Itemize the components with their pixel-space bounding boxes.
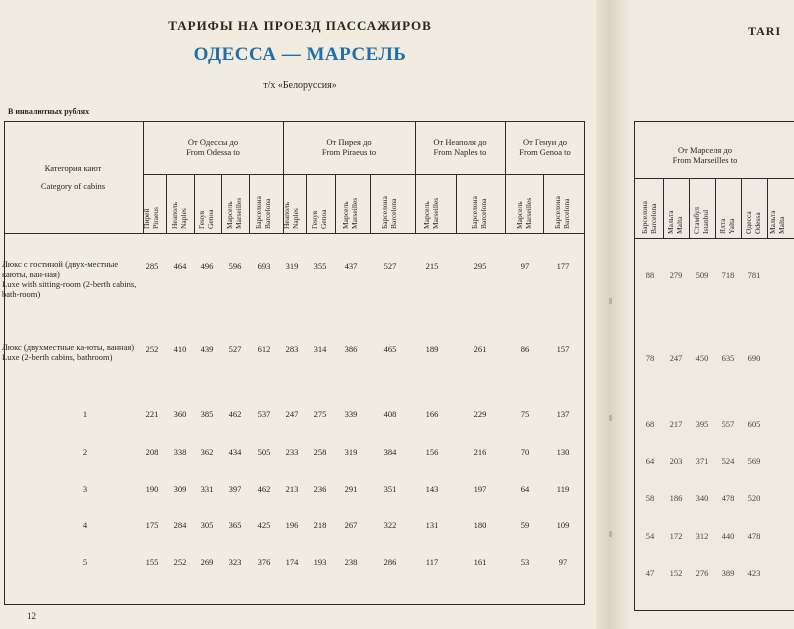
column-divider bbox=[221, 174, 222, 233]
fare-cell: 338 bbox=[173, 447, 187, 457]
right-fare-cell: 569 bbox=[747, 456, 761, 466]
currency-note: В инвалютных рублях bbox=[8, 107, 90, 116]
fare-cell: 97 bbox=[558, 557, 568, 567]
fare-cell: 275 bbox=[313, 409, 327, 419]
fare-cell: 284 bbox=[173, 520, 187, 530]
page-number: 12 bbox=[27, 611, 36, 621]
fare-cell: 612 bbox=[257, 344, 271, 354]
fare-cell: 496 bbox=[200, 261, 214, 271]
column-divider bbox=[543, 174, 544, 233]
category-header-ru: Категория кают bbox=[44, 163, 102, 173]
fare-cell: 527 bbox=[228, 344, 242, 354]
port-name-en: Piraeus bbox=[151, 206, 160, 229]
right-fare-cell: 54 bbox=[645, 531, 655, 541]
right-port-header bbox=[692, 206, 710, 242]
row-label: 2 bbox=[82, 447, 88, 457]
column-divider bbox=[166, 174, 167, 233]
fare-cell: 155 bbox=[145, 557, 159, 567]
group-header-en: From Odessa to bbox=[186, 147, 240, 157]
group-header-en: From Piraeus to bbox=[321, 147, 377, 157]
fare-cell: 193 bbox=[313, 557, 327, 567]
fare-cell: 285 bbox=[145, 261, 159, 271]
port-header bbox=[310, 209, 328, 237]
right-port-header bbox=[768, 210, 786, 242]
row-label: 5 bbox=[82, 557, 88, 567]
right-group-en: From Marseilles to bbox=[672, 155, 738, 165]
group-header bbox=[505, 137, 585, 157]
right-column-divider bbox=[663, 178, 664, 238]
port-header bbox=[515, 197, 533, 237]
port-name-ru: Марсель bbox=[422, 201, 431, 229]
fare-cell: 362 bbox=[200, 447, 214, 457]
port-name-ru: Неаполь bbox=[282, 202, 291, 229]
right-fare-cell: 395 bbox=[695, 419, 709, 429]
right-fare-cell: 524 bbox=[721, 456, 735, 466]
right-fare-cell: 68 bbox=[645, 419, 655, 429]
fare-cell: 465 bbox=[383, 344, 397, 354]
right-fare-cell: 186 bbox=[669, 493, 683, 503]
fare-cell: 247 bbox=[285, 409, 299, 419]
fare-cell: 161 bbox=[473, 557, 487, 567]
port-name-en: Naples bbox=[291, 208, 300, 229]
right-fare-cell: 605 bbox=[747, 419, 761, 429]
fare-cell: 236 bbox=[313, 484, 327, 494]
fare-cell: 437 bbox=[344, 261, 358, 271]
port-name-en: Malta bbox=[675, 216, 684, 234]
port-header bbox=[422, 197, 440, 237]
fare-cell: 131 bbox=[425, 520, 439, 530]
fare-cell: 157 bbox=[556, 344, 570, 354]
fare-cell: 215 bbox=[425, 261, 439, 271]
right-fare-cell: 217 bbox=[669, 419, 683, 429]
header-rule bbox=[4, 233, 585, 234]
fare-cell: 143 bbox=[425, 484, 439, 494]
fare-cell: 339 bbox=[344, 409, 358, 419]
right-fare-cell: 203 bbox=[669, 456, 683, 466]
right-fare-cell: 64 bbox=[645, 456, 655, 466]
fare-cell: 384 bbox=[383, 447, 397, 457]
fare-cell: 305 bbox=[200, 520, 214, 530]
fare-cell: 331 bbox=[200, 484, 214, 494]
right-fare-cell: 440 bbox=[721, 531, 735, 541]
port-name-en: Odessa bbox=[753, 212, 762, 234]
port-name-ru: Ялта bbox=[718, 218, 727, 234]
fare-cell: 189 bbox=[425, 344, 439, 354]
fare-cell: 258 bbox=[313, 447, 327, 457]
fare-cell: 408 bbox=[383, 409, 397, 419]
right-fare-cell: 152 bbox=[669, 568, 683, 578]
fare-cell: 208 bbox=[145, 447, 159, 457]
port-name-en: Naples bbox=[179, 208, 188, 229]
fare-cell: 175 bbox=[145, 520, 159, 530]
right-fare-cell: 478 bbox=[721, 493, 735, 503]
fare-cell: 283 bbox=[285, 344, 299, 354]
fare-cell: 693 bbox=[257, 261, 271, 271]
fare-cell: 309 bbox=[173, 484, 187, 494]
right-fare-cell: 88 bbox=[645, 270, 655, 280]
right-group-ru: От Марселя до bbox=[677, 145, 733, 155]
fare-cell: 119 bbox=[556, 484, 570, 494]
right-fare-cell: 781 bbox=[747, 270, 761, 280]
fare-cell: 130 bbox=[556, 447, 570, 457]
right-port-header bbox=[666, 210, 684, 242]
fare-cell: 462 bbox=[257, 484, 271, 494]
column-divider bbox=[306, 174, 307, 233]
right-fare-cell: 690 bbox=[747, 353, 761, 363]
right-port-header bbox=[640, 201, 658, 242]
row-label-ru: Люкс с гостиной (двух-местные каюты, ван-ная) bbox=[2, 259, 119, 279]
right-column-divider bbox=[715, 178, 716, 238]
fare-cell: 174 bbox=[285, 557, 299, 567]
port-name-ru: Генуя bbox=[310, 210, 319, 229]
fare-cell: 323 bbox=[228, 557, 242, 567]
fare-cell: 314 bbox=[313, 344, 327, 354]
column-divider bbox=[249, 174, 250, 233]
fare-cell: 229 bbox=[473, 409, 487, 419]
port-header bbox=[225, 197, 243, 237]
port-name-en: Marseilles bbox=[524, 197, 533, 229]
book-gutter bbox=[596, 0, 630, 629]
fare-cell: 59 bbox=[520, 520, 530, 530]
fare-cell: 156 bbox=[425, 447, 439, 457]
route-title: ОДЕССА — МАРСЕЛЬ bbox=[193, 44, 407, 65]
fare-cell: 596 bbox=[228, 261, 242, 271]
fare-cell: 117 bbox=[425, 557, 439, 567]
right-fare-cell: 557 bbox=[721, 419, 735, 429]
fare-cell: 238 bbox=[344, 557, 358, 567]
fare-cell: 286 bbox=[383, 557, 397, 567]
right-group-header bbox=[640, 145, 770, 165]
right-fare-cell: 520 bbox=[747, 493, 761, 503]
right-fare-cell: 276 bbox=[695, 568, 709, 578]
port-name-en: Barcelona bbox=[562, 198, 571, 229]
port-name-en: Barcelona bbox=[649, 203, 658, 234]
fare-cell: 218 bbox=[313, 520, 327, 530]
fare-cell: 269 bbox=[200, 557, 214, 567]
fare-cell: 397 bbox=[228, 484, 242, 494]
category-header-en: Category of cabins bbox=[40, 181, 106, 191]
row-label-en: Luxe with sitting-room (2-berth cabins, bath-room) bbox=[2, 279, 137, 299]
port-name-ru: Марсель bbox=[515, 201, 524, 229]
fare-cell: 196 bbox=[285, 520, 299, 530]
fare-cell: 319 bbox=[285, 261, 299, 271]
fare-cell: 434 bbox=[228, 447, 242, 457]
row-label bbox=[2, 342, 142, 362]
port-header bbox=[341, 197, 359, 237]
port-header bbox=[254, 196, 272, 237]
fare-cell: 425 bbox=[257, 520, 271, 530]
right-fare-cell: 340 bbox=[695, 493, 709, 503]
fare-cell: 267 bbox=[344, 520, 358, 530]
row-label: 4 bbox=[82, 520, 88, 530]
fare-cell: 537 bbox=[257, 409, 271, 419]
fare-cell: 386 bbox=[344, 344, 358, 354]
port-header bbox=[380, 196, 398, 237]
fare-cell: 221 bbox=[145, 409, 159, 419]
group-header-ru: От Одессы до bbox=[187, 137, 239, 147]
fare-cell: 97 bbox=[520, 261, 530, 271]
right-column-divider bbox=[689, 178, 690, 238]
fare-cell: 464 bbox=[173, 261, 187, 271]
row-label: 3 bbox=[82, 484, 88, 494]
right-subheader-rule bbox=[634, 178, 794, 179]
port-name-ru: Барселона bbox=[640, 201, 649, 234]
right-fare-cell: 509 bbox=[695, 270, 709, 280]
fare-cell: 360 bbox=[173, 409, 187, 419]
row-label-en: Luxe (2-berth cabins, bathroom) bbox=[2, 352, 113, 362]
fare-cell: 137 bbox=[556, 409, 570, 419]
column-divider bbox=[335, 174, 336, 233]
page-edge-mark bbox=[609, 415, 612, 421]
right-fare-cell: 58 bbox=[645, 493, 655, 503]
port-name-ru: Неаполь bbox=[170, 202, 179, 229]
fare-cell: 319 bbox=[344, 447, 358, 457]
fare-cell: 261 bbox=[473, 344, 487, 354]
fare-cell: 166 bbox=[425, 409, 439, 419]
right-fare-cell: 423 bbox=[747, 568, 761, 578]
fare-cell: 291 bbox=[344, 484, 358, 494]
port-name-en: Barcelona bbox=[479, 198, 488, 229]
port-name-ru: Стамбул bbox=[692, 206, 701, 234]
right-fare-cell: 47 bbox=[645, 568, 655, 578]
page-edge-mark bbox=[609, 531, 612, 537]
column-divider bbox=[194, 174, 195, 233]
right-fare-cell: 371 bbox=[695, 456, 709, 466]
group-header-en: From Genoa to bbox=[519, 147, 571, 157]
fare-cell: 70 bbox=[520, 447, 530, 457]
port-name-en: Barcelona bbox=[389, 198, 398, 229]
fare-cell: 197 bbox=[473, 484, 487, 494]
port-header bbox=[170, 202, 188, 237]
right-page bbox=[630, 0, 786, 629]
port-header bbox=[553, 196, 571, 237]
fare-cell: 213 bbox=[285, 484, 299, 494]
port-name-ru: Генуя bbox=[197, 210, 206, 229]
group-header-ru: От Генуи до bbox=[522, 137, 568, 147]
fare-cell: 351 bbox=[383, 484, 397, 494]
right-fare-cell: 389 bbox=[721, 568, 735, 578]
row-label bbox=[2, 259, 142, 299]
fare-cell: 410 bbox=[173, 344, 187, 354]
port-name-en: Malta bbox=[777, 216, 786, 234]
column-divider bbox=[456, 174, 457, 233]
port-name-en: Barcelona bbox=[263, 198, 272, 229]
fare-cell: 177 bbox=[556, 261, 570, 271]
fare-cell: 295 bbox=[473, 261, 487, 271]
port-header bbox=[142, 206, 160, 237]
fare-cell: 322 bbox=[383, 520, 397, 530]
group-header bbox=[415, 137, 505, 157]
fare-cell: 355 bbox=[313, 261, 327, 271]
port-name-ru: Марсель bbox=[341, 201, 350, 229]
right-fare-cell: 78 bbox=[645, 353, 655, 363]
fare-cell: 75 bbox=[520, 409, 530, 419]
port-name-en: Marseilles bbox=[234, 197, 243, 229]
group-header-ru: От Пирея до bbox=[326, 137, 372, 147]
row-label-ru: Люкс (двухместные ка-юты, ванная) bbox=[2, 342, 135, 352]
fare-cell: 365 bbox=[228, 520, 242, 530]
subheader-rule bbox=[143, 174, 585, 175]
page-edge-mark bbox=[609, 298, 612, 304]
fare-cell: 64 bbox=[520, 484, 530, 494]
fare-cell: 190 bbox=[145, 484, 159, 494]
right-fare-cell: 478 bbox=[747, 531, 761, 541]
fare-cell: 53 bbox=[520, 557, 530, 567]
group-header-ru: От Неаполя до bbox=[433, 137, 487, 147]
right-port-header bbox=[718, 218, 736, 242]
fare-cell: 376 bbox=[257, 557, 271, 567]
right-port-header bbox=[744, 211, 762, 242]
fare-cell: 462 bbox=[228, 409, 242, 419]
port-name-en: Istanbul bbox=[701, 209, 710, 234]
tariff-title: ТАРИФЫ НА ПРОЕЗД ПАССАЖИРОВ bbox=[168, 18, 432, 33]
fare-cell: 216 bbox=[473, 447, 487, 457]
port-name-ru: Барселона bbox=[553, 196, 562, 229]
port-name-ru: Барселона bbox=[254, 196, 263, 229]
fare-cell: 233 bbox=[285, 447, 299, 457]
port-name-en: Genoa bbox=[319, 209, 328, 229]
port-name-ru: Барселона bbox=[380, 196, 389, 229]
row-label: 1 bbox=[82, 409, 88, 419]
group-header bbox=[283, 137, 415, 157]
port-name-ru: Мальта bbox=[768, 210, 777, 234]
fare-cell: 109 bbox=[556, 520, 570, 530]
fare-cell: 527 bbox=[383, 261, 397, 271]
fare-table bbox=[4, 121, 585, 605]
right-fare-cell: 172 bbox=[669, 531, 683, 541]
fare-cell: 439 bbox=[200, 344, 214, 354]
port-name-en: Marseilles bbox=[431, 197, 440, 229]
right-fare-cell: 312 bbox=[695, 531, 709, 541]
group-header bbox=[143, 137, 283, 157]
fare-cell: 505 bbox=[257, 447, 271, 457]
port-name-en: Marseilles bbox=[350, 197, 359, 229]
column-divider bbox=[370, 174, 371, 233]
right-fare-cell: 450 bbox=[695, 353, 709, 363]
port-name-ru: Барселона bbox=[470, 196, 479, 229]
right-column-divider bbox=[741, 178, 742, 238]
port-header bbox=[470, 196, 488, 237]
port-name-ru: Одесса bbox=[744, 211, 753, 234]
fare-cell: 86 bbox=[520, 344, 530, 354]
group-header-en: From Naples to bbox=[433, 147, 487, 157]
fare-cell: 252 bbox=[173, 557, 187, 567]
right-fare-cell: 718 bbox=[721, 270, 735, 280]
fare-cell: 252 bbox=[145, 344, 159, 354]
port-name-ru: Марсель bbox=[225, 201, 234, 229]
right-page-title: TARI bbox=[748, 24, 782, 38]
port-name-ru: Мальта bbox=[666, 210, 675, 234]
right-fare-cell: 635 bbox=[721, 353, 735, 363]
ship-name: т/х «Белоруссия» bbox=[263, 80, 337, 91]
fare-cell: 180 bbox=[473, 520, 487, 530]
right-fare-cell: 279 bbox=[669, 270, 683, 280]
port-name-en: Yalta bbox=[727, 218, 736, 234]
port-header bbox=[197, 209, 215, 237]
port-name-en: Genoa bbox=[206, 209, 215, 229]
port-name-ru: Пирей bbox=[142, 208, 151, 229]
right-fare-cell: 247 bbox=[669, 353, 683, 363]
port-header bbox=[282, 202, 300, 237]
fare-cell: 385 bbox=[200, 409, 214, 419]
